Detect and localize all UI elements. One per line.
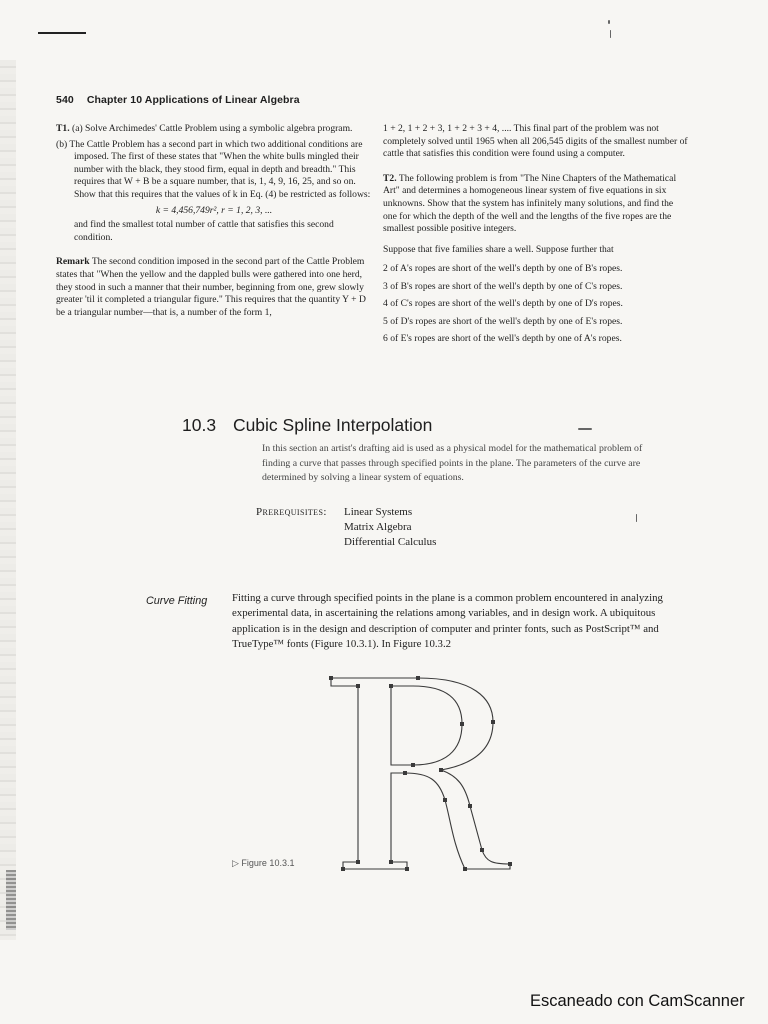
remark-paragraph	[56, 256, 372, 319]
prerequisites	[256, 505, 437, 548]
page-number: 540	[56, 94, 74, 106]
rope-statement: 4 of C's ropes are short of the well's depth by one of D's ropes.	[383, 298, 623, 310]
rope-statement: 2 of A's ropes are short of the well's depth by one of B's ropes.	[383, 263, 623, 275]
scan-speck	[610, 30, 611, 38]
scan-speck	[636, 514, 637, 522]
scan-speck	[608, 20, 610, 24]
exercise-text: (a) Solve Archimedes' Cattle Problem using a symbolic algebra program.	[72, 123, 353, 134]
exercise-t1a	[56, 123, 372, 136]
exercise-label: T1.	[56, 123, 70, 134]
control-points	[329, 676, 512, 871]
exercise-text: The following problem is from "The Nine Chapters of the Mathematical Art" and determines a homogeneous linear system of five equations in six unknowns. Show that the system has infinitely many solutions, and find the one for which the depth of the well and the lengths of the five ropes are the smallest possible positive integers.	[383, 172, 677, 235]
exercise-text: The Cattle Problem has a second part in which two additional conditions are imposed. The first of these states that "When the white bulls mingled their number with the black, they stood firm, equal in depth and breadth." This requires that W + B be a square number, that is, 1, 4, 9, 16, 25, and so on. Show that this requires that the values of k in Eq. (4) be restricted as follows:	[69, 138, 371, 200]
prerequisites-list	[344, 505, 436, 549]
exercise-t2	[383, 173, 688, 236]
scan-edge-barcode	[6, 870, 16, 930]
body-paragraph: Fitting a curve through specified points in the plane is a common problem encountered in analyzing experimental data, in ascertaining the relations among variables, and in design work. A ubiquitous application is in the design and description of computer and printer fonts, such as PostScript™ and TrueType™ fonts (Figure 10.3.1). In Figure 10.3.2	[232, 592, 663, 651]
scan-edge-shadow	[0, 60, 16, 940]
running-header	[56, 94, 300, 106]
chapter-title: Applications of Linear Algebra	[144, 94, 300, 106]
prerequisite-item: Differential Calculus	[344, 535, 437, 548]
margin-label: Curve Fitting	[146, 595, 208, 607]
exercise-text: and find the smallest total number of cattle that satisfies this second condition.	[74, 219, 334, 243]
exercise-label: T2.	[383, 172, 397, 184]
letter-r-outline	[331, 678, 510, 869]
prerequisite-item: Linear Systems	[344, 506, 413, 518]
left-column	[56, 123, 372, 319]
section-number: 10.3	[182, 415, 217, 435]
scan-speck	[578, 428, 592, 430]
section-title: Cubic Spline Interpolation	[232, 415, 433, 435]
remark-label: Remark	[56, 256, 90, 268]
camscanner-watermark: Escaneado con CamScanner	[530, 992, 745, 1010]
right-column	[383, 123, 688, 348]
prerequisites-label: Prerequisites:	[256, 506, 327, 518]
suppose-text: Suppose that five families share a well. Suppose further that	[383, 243, 614, 255]
chapter-number: Chapter 10	[86, 94, 143, 106]
remark-text: The second condition imposed in the second part of the Cattle Problem states that "When the yellow and the dappled bulls were gathered into one herd, they stood in such a manner that their number, beginning from one, grew slowly greater 'til it completed a triangular figure." This requires that the quantity Y + D be a triangular number—that is, a number of the form 1,	[56, 256, 366, 318]
rope-statement: 6 of E's ropes are short of the well's depth by one of A's ropes.	[383, 333, 622, 345]
prerequisite-item: Matrix Algebra	[344, 520, 412, 533]
exercise-t1b	[56, 139, 372, 202]
exercise-part-label: (b)	[56, 138, 68, 150]
figure-caption: ▷ Figure 10.3.1	[232, 858, 295, 868]
continuation-text: 1 + 2, 1 + 2 + 3, 1 + 2 + 3 + 4, .... This final part of the problem was not completely solved until 1965 when all 206,545 digits of the smallest number of cattle that satisfies this condition were found using a computer.	[383, 123, 688, 160]
rope-statement: 3 of B's ropes are short of the well's depth by one of C's ropes.	[383, 280, 623, 292]
rope-statement: 5 of D's ropes are short of the well's depth by one of E's ropes.	[383, 315, 623, 327]
equation: k = 4,456,749r², r = 1, 2, 3, ...	[155, 204, 273, 216]
scan-mark-line	[38, 32, 86, 34]
section-heading	[182, 415, 432, 436]
outline-letter-figure	[325, 672, 525, 874]
section-intro: In this section an artist's drafting aid is used as a physical model for the mathematical problem of finding a curve that passes through specified points in the plane. The parameters of the curve are determined by solving a linear system of equations.	[262, 443, 643, 484]
